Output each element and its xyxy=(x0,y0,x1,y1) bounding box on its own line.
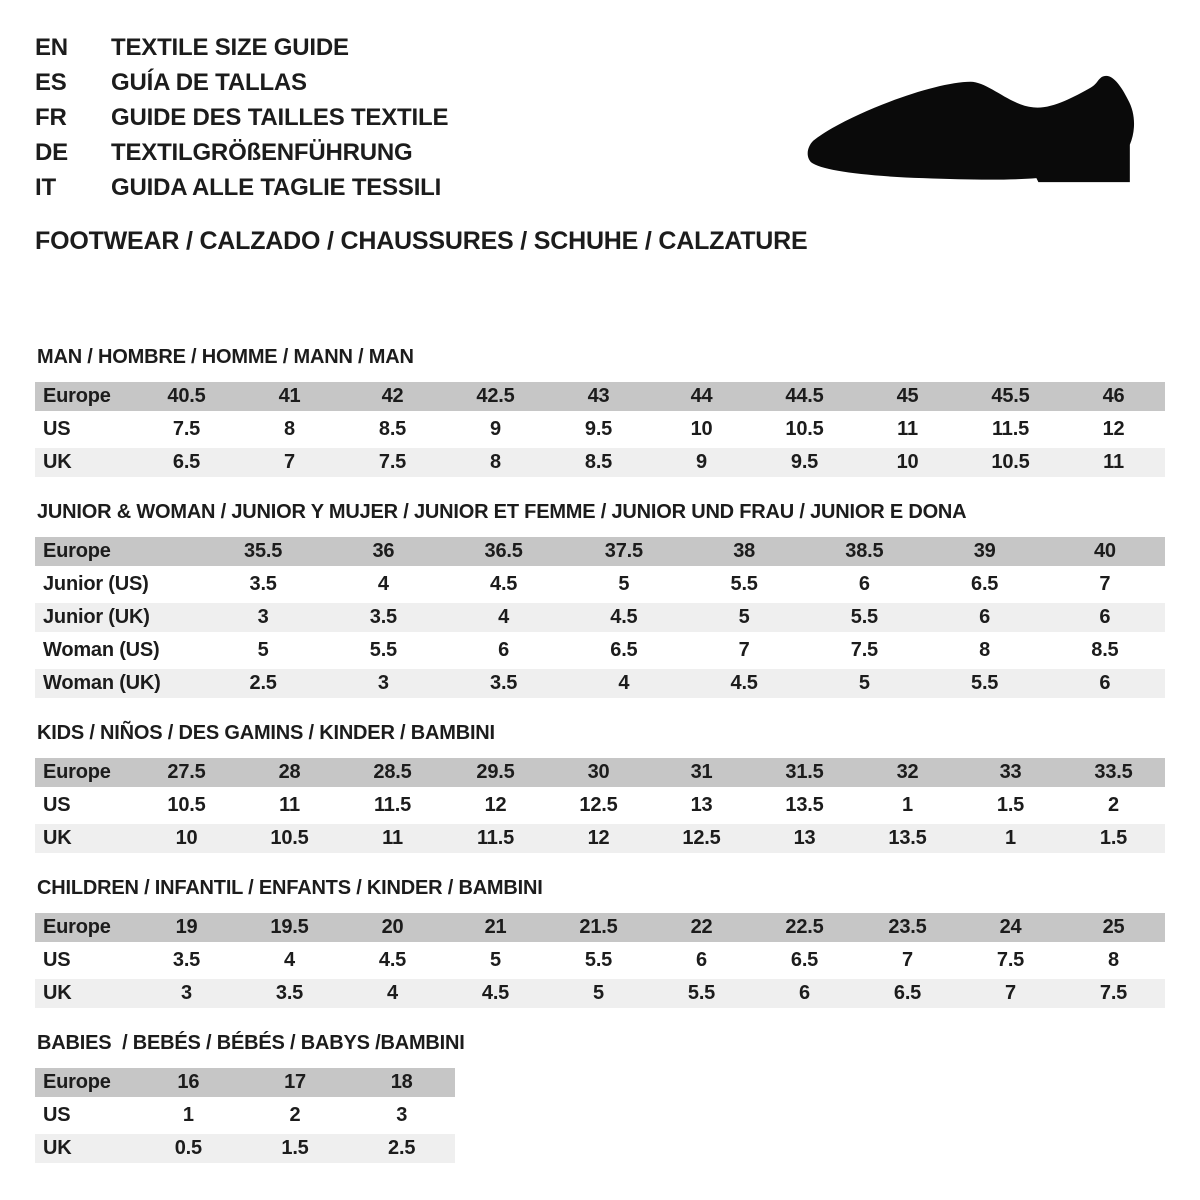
size-cell: 39 xyxy=(973,540,996,562)
size-cell: 45.5 xyxy=(991,385,1030,407)
size-cell: 8.5 xyxy=(1091,639,1119,661)
size-cell: 10.5 xyxy=(785,418,824,440)
language-title: GUIDA ALLE TAGLIE TESSILI xyxy=(111,174,442,201)
table-row-woman-uk xyxy=(35,669,1165,698)
size-cell: 11.5 xyxy=(373,794,412,816)
size-cell: 29.5 xyxy=(476,761,515,783)
size-cell: 6.5 xyxy=(893,982,922,1004)
size-cell: 7.5 xyxy=(996,949,1025,971)
table-row-us xyxy=(35,415,1165,444)
size-tables-container xyxy=(35,346,1165,1163)
size-cell: 42.5 xyxy=(476,385,515,407)
size-cell: 28 xyxy=(278,761,301,783)
size-cell: 45 xyxy=(896,385,919,407)
size-cell: 7 xyxy=(284,451,295,473)
size-cell: 3 xyxy=(377,672,389,694)
size-cell: 40 xyxy=(1093,540,1116,562)
size-cell: 44 xyxy=(690,385,713,407)
size-cell: 10.5 xyxy=(270,827,309,849)
language-title: GUÍA DE TALLAS xyxy=(111,69,307,96)
size-cell: 5.5 xyxy=(730,573,758,595)
size-cell: 5.5 xyxy=(971,672,999,694)
row-label: Europe xyxy=(43,1071,111,1093)
size-cell: 33.5 xyxy=(1094,761,1133,783)
size-table xyxy=(35,758,1165,853)
size-cell: 11.5 xyxy=(991,418,1030,440)
size-cell: 7 xyxy=(738,639,750,661)
section-title: BABIES / BEBÉS / BÉBÉS / BABYS /BAMBINI xyxy=(37,1032,465,1054)
table-row-us xyxy=(35,1101,455,1130)
language-title: TEXTILGRÖßENFÜHRUNG xyxy=(111,139,413,166)
size-cell: 3.5 xyxy=(369,606,397,628)
row-label: US xyxy=(43,794,71,816)
size-section-kids xyxy=(35,722,1165,853)
row-label: Europe xyxy=(43,761,111,783)
size-cell: 11 xyxy=(897,418,918,440)
size-cell: 27.5 xyxy=(167,761,206,783)
language-row xyxy=(35,100,448,135)
size-cell: 6.5 xyxy=(172,451,201,473)
table-row-uk xyxy=(35,448,1165,477)
size-cell: 3 xyxy=(396,1104,408,1126)
size-cell: 4.5 xyxy=(730,672,758,694)
size-cell: 7.5 xyxy=(1099,982,1128,1004)
table-row-junior-uk xyxy=(35,603,1165,632)
size-cell: 38 xyxy=(733,540,756,562)
size-cell: 41 xyxy=(278,385,301,407)
size-cell: 19 xyxy=(175,916,198,938)
size-cell: 2 xyxy=(1108,794,1119,816)
size-cell: 12 xyxy=(1102,418,1125,440)
size-cell: 0.5 xyxy=(174,1137,202,1159)
row-label: US xyxy=(43,1104,71,1126)
size-cell: 21.5 xyxy=(579,916,618,938)
language-code: IT xyxy=(35,174,56,201)
size-cell: 6.5 xyxy=(610,639,638,661)
size-cell: 13 xyxy=(793,827,816,849)
size-cell: 22 xyxy=(690,916,713,938)
size-cell: 24 xyxy=(999,916,1022,938)
size-cell: 22.5 xyxy=(785,916,824,938)
row-label: UK xyxy=(43,451,72,473)
size-cell: 4 xyxy=(377,573,389,595)
size-cell: 16 xyxy=(177,1071,200,1093)
size-cell: 6 xyxy=(1099,672,1111,694)
size-table xyxy=(35,1068,455,1163)
size-cell: 3.5 xyxy=(172,949,201,971)
size-cell: 19.5 xyxy=(270,916,309,938)
size-cell: 4.5 xyxy=(481,982,510,1004)
shoe-icon xyxy=(805,70,1140,188)
size-cell: 31.5 xyxy=(785,761,824,783)
table-row-woman-us xyxy=(35,636,1165,665)
size-cell: 7.5 xyxy=(850,639,878,661)
row-label: US xyxy=(43,949,71,971)
size-cell: 6 xyxy=(1099,606,1111,628)
size-cell: 3.5 xyxy=(490,672,518,694)
size-cell: 7.5 xyxy=(378,451,407,473)
size-cell: 6 xyxy=(858,573,870,595)
size-cell: 7.5 xyxy=(172,418,201,440)
size-cell: 2.5 xyxy=(388,1137,416,1159)
size-cell: 4 xyxy=(498,606,510,628)
size-cell: 8 xyxy=(979,639,991,661)
size-cell: 13.5 xyxy=(785,794,824,816)
size-cell: 11 xyxy=(279,794,300,816)
size-cell: 11 xyxy=(382,827,403,849)
size-cell: 43 xyxy=(587,385,610,407)
size-cell: 12.5 xyxy=(682,827,721,849)
table-row-uk xyxy=(35,824,1165,853)
size-cell: 10 xyxy=(690,418,713,440)
size-cell: 8.5 xyxy=(584,451,613,473)
size-cell: 4 xyxy=(284,949,295,971)
size-cell: 1.5 xyxy=(996,794,1025,816)
size-cell: 3 xyxy=(257,606,269,628)
language-code: EN xyxy=(35,34,68,61)
language-title: GUIDE DES TAILLES TEXTILE xyxy=(111,104,449,131)
row-label: Junior (US) xyxy=(43,573,149,595)
size-table xyxy=(35,537,1165,698)
size-cell: 8.5 xyxy=(378,418,407,440)
size-cell: 8 xyxy=(490,451,501,473)
row-label: UK xyxy=(43,982,72,1004)
size-cell: 11 xyxy=(1103,451,1124,473)
size-cell: 36.5 xyxy=(484,540,523,562)
size-cell: 3.5 xyxy=(249,573,277,595)
language-row xyxy=(35,135,448,170)
row-label: UK xyxy=(43,827,72,849)
size-cell: 32 xyxy=(896,761,919,783)
size-cell: 5.5 xyxy=(369,639,397,661)
section-title: MAN / HOMBRE / HOMME / MANN / MAN xyxy=(37,346,414,368)
size-cell: 5.5 xyxy=(584,949,613,971)
row-label: Woman (UK) xyxy=(43,672,161,694)
size-cell: 17 xyxy=(284,1071,306,1093)
size-cell: 10.5 xyxy=(991,451,1030,473)
size-cell: 5 xyxy=(738,606,750,628)
table-row-uk xyxy=(35,1134,455,1163)
size-cell: 1.5 xyxy=(281,1137,309,1159)
size-cell: 11.5 xyxy=(476,827,515,849)
size-cell: 18 xyxy=(390,1071,413,1093)
size-cell: 6 xyxy=(799,982,810,1004)
section-title: CHILDREN / INFANTIL / ENFANTS / KINDER / BAMBINI xyxy=(37,877,543,899)
size-cell: 33 xyxy=(999,761,1022,783)
table-row-europe xyxy=(35,382,1165,411)
size-cell: 1 xyxy=(1005,827,1016,849)
size-cell: 4.5 xyxy=(610,606,638,628)
size-cell: 5 xyxy=(618,573,630,595)
size-table xyxy=(35,913,1165,1008)
size-cell: 8 xyxy=(1108,949,1119,971)
size-cell: 36 xyxy=(372,540,395,562)
size-cell: 9 xyxy=(490,418,501,440)
row-label: Junior (UK) xyxy=(43,606,150,628)
size-cell: 21 xyxy=(484,916,507,938)
size-cell: 2.5 xyxy=(249,672,277,694)
size-cell: 25 xyxy=(1102,916,1125,938)
size-cell: 35.5 xyxy=(244,540,283,562)
size-cell: 6.5 xyxy=(971,573,999,595)
size-cell: 6.5 xyxy=(790,949,819,971)
size-cell: 5.5 xyxy=(850,606,878,628)
size-cell: 40.5 xyxy=(167,385,206,407)
size-cell: 31 xyxy=(690,761,713,783)
table-row-us xyxy=(35,946,1165,975)
size-cell: 8 xyxy=(284,418,295,440)
language-title-list xyxy=(35,30,448,205)
size-cell: 46 xyxy=(1102,385,1125,407)
size-cell: 7 xyxy=(1099,573,1111,595)
size-cell: 3.5 xyxy=(275,982,304,1004)
size-cell: 12 xyxy=(587,827,610,849)
language-row xyxy=(35,65,448,100)
row-label: Europe xyxy=(43,916,111,938)
size-cell: 4.5 xyxy=(490,573,518,595)
category-heading: FOOTWEAR / CALZADO / CHAUSSURES / SCHUHE / CALZATURE xyxy=(35,227,808,255)
size-cell: 13 xyxy=(690,794,713,816)
table-row-uk xyxy=(35,979,1165,1008)
size-cell: 7 xyxy=(1005,982,1016,1004)
section-title: KIDS / NIÑOS / DES GAMINS / KINDER / BAMBINI xyxy=(37,722,495,744)
row-label: Europe xyxy=(43,540,111,562)
language-row xyxy=(35,170,448,205)
table-row-junior-us xyxy=(35,570,1165,599)
size-cell: 5 xyxy=(858,672,870,694)
size-cell: 10 xyxy=(896,451,919,473)
size-cell: 9.5 xyxy=(584,418,613,440)
size-section-man xyxy=(35,346,1165,477)
size-cell: 5 xyxy=(257,639,269,661)
language-row xyxy=(35,30,448,65)
size-cell: 2 xyxy=(289,1104,301,1126)
size-cell: 3 xyxy=(181,982,192,1004)
row-label: US xyxy=(43,418,71,440)
table-row-europe xyxy=(35,537,1165,566)
size-cell: 7 xyxy=(902,949,913,971)
size-cell: 38.5 xyxy=(845,540,884,562)
language-title: TEXTILE SIZE GUIDE xyxy=(111,34,349,61)
size-cell: 10 xyxy=(175,827,198,849)
language-code: ES xyxy=(35,69,67,96)
size-cell: 30 xyxy=(587,761,610,783)
size-cell: 9.5 xyxy=(790,451,819,473)
language-code: DE xyxy=(35,139,68,166)
size-cell: 1.5 xyxy=(1099,827,1128,849)
size-cell: 5 xyxy=(593,982,604,1004)
size-cell: 6 xyxy=(979,606,991,628)
size-cell: 1 xyxy=(902,794,913,816)
size-section-babies xyxy=(35,1032,1165,1163)
table-row-us xyxy=(35,791,1165,820)
table-row-europe xyxy=(35,913,1165,942)
size-section-junior-woman xyxy=(35,501,1165,698)
size-cell: 23.5 xyxy=(888,916,927,938)
size-cell: 4.5 xyxy=(378,949,407,971)
size-cell: 28.5 xyxy=(373,761,412,783)
row-label: Woman (US) xyxy=(43,639,160,661)
size-table xyxy=(35,382,1165,477)
size-cell: 6 xyxy=(498,639,510,661)
size-cell: 12 xyxy=(484,794,507,816)
size-cell: 6 xyxy=(696,949,707,971)
header-area xyxy=(35,30,1165,205)
size-cell: 37.5 xyxy=(604,540,643,562)
size-cell: 4 xyxy=(387,982,398,1004)
row-label: UK xyxy=(43,1137,72,1159)
size-cell: 5.5 xyxy=(687,982,716,1004)
table-row-europe xyxy=(35,1068,455,1097)
size-cell: 5 xyxy=(490,949,501,971)
row-label: Europe xyxy=(43,385,111,407)
size-cell: 10.5 xyxy=(167,794,206,816)
language-code: FR xyxy=(35,104,67,131)
size-cell: 20 xyxy=(381,916,404,938)
table-row-europe xyxy=(35,758,1165,787)
section-title: JUNIOR & WOMAN / JUNIOR Y MUJER / JUNIOR ET FEMME / JUNIOR UND FRAU / JUNIOR E DONA xyxy=(37,501,967,523)
size-cell: 9 xyxy=(696,451,707,473)
size-section-children xyxy=(35,877,1165,1008)
size-cell: 1 xyxy=(182,1104,194,1126)
size-cell: 44.5 xyxy=(785,385,824,407)
size-cell: 13.5 xyxy=(888,827,927,849)
size-cell: 4 xyxy=(618,672,630,694)
size-cell: 12.5 xyxy=(579,794,618,816)
size-cell: 42 xyxy=(381,385,404,407)
